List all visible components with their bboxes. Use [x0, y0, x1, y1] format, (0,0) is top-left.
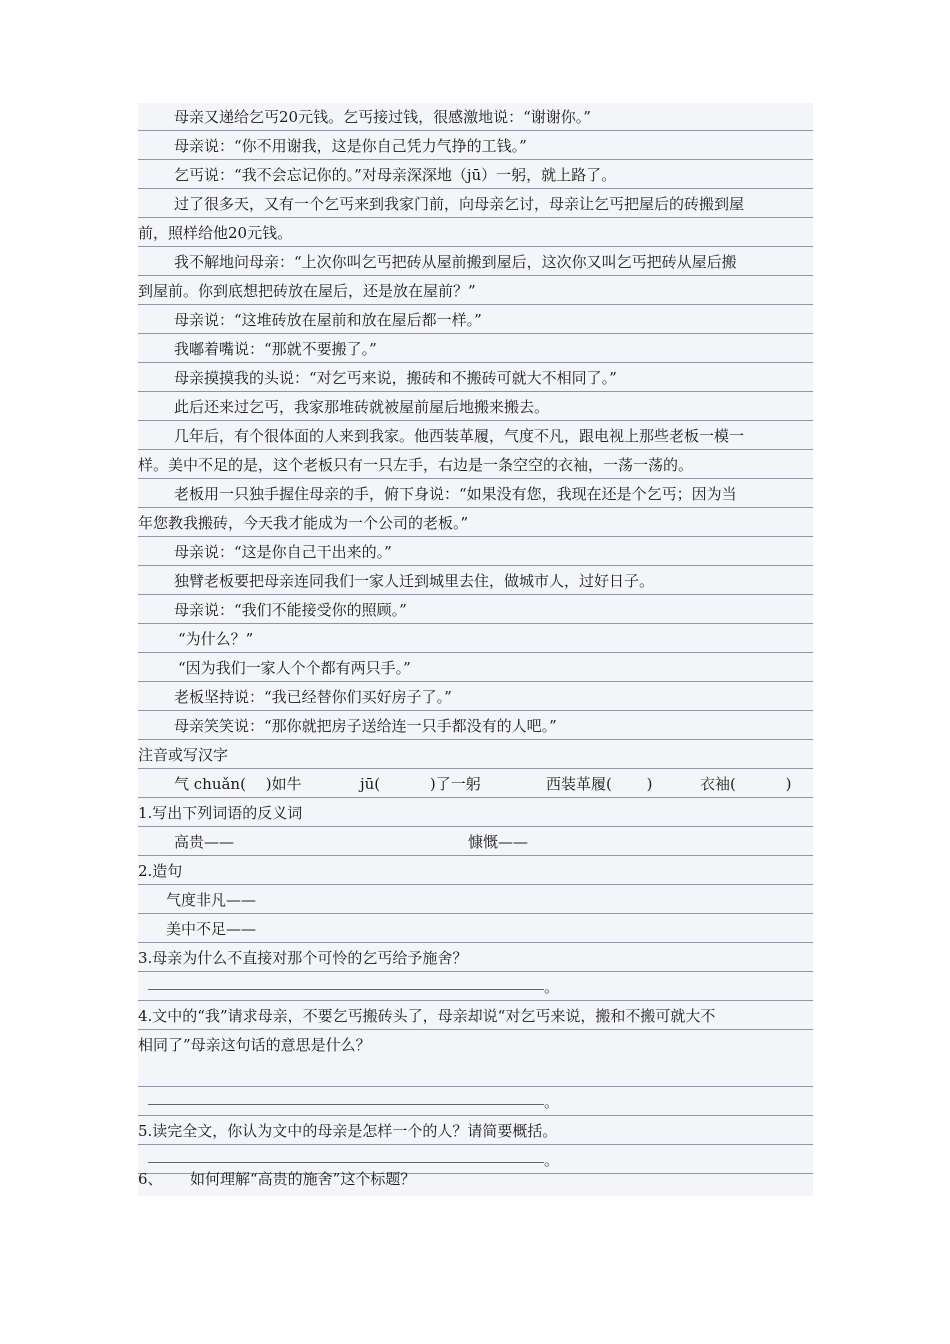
q6-question — [138, 1165, 813, 1193]
passage-line: 老板用一只独手握住母亲的手，俯下身说：“如果没有您，我现在还是个乞丐；因为当 — [138, 480, 813, 508]
worksheet — [138, 103, 813, 1196]
passage-line: 母亲笑笑说：“那你就把房子送给连一只手都没有的人吧。” — [138, 712, 813, 740]
passage-line: 过了很多天，又有一个乞丐来到我家门前，向母亲乞讨，母亲让乞丐把屋后的砖搬到屋 — [138, 190, 813, 218]
passage-line: 此后还来过乞丐，我家那堆砖就被屋前屋后地搬来搬去。 — [138, 393, 813, 421]
passage-line: 母亲说：“这是你自己干出来的。” — [138, 538, 813, 566]
passage-line: “为什么？” — [138, 625, 813, 653]
sentence-item: 气度非凡—— — [138, 886, 813, 914]
pinyin-item: 西装革履( ) — [546, 775, 653, 793]
q1-row — [138, 828, 813, 856]
answer-period: 。 — [544, 1151, 560, 1169]
passage-line: 前，照样给他20元钱。 — [138, 219, 813, 247]
passage-line: 母亲又递给乞丐20元钱。乞丐接过钱，很感激地说：“谢谢你。” — [138, 103, 813, 131]
passage-line: 老板坚持说：“我已经替你们买好房子了。” — [138, 683, 813, 711]
q5-question: 5.读完全文，你认为文中的母亲是怎样一个的人？请简要概括。 — [138, 1117, 813, 1145]
sentence-item: 美中不足—— — [138, 915, 813, 943]
q6-text: 如何理解“高贵的施舍”这个标题？ — [190, 1170, 416, 1188]
passage-line: 样。美中不足的是，这个老板只有一只左手，右边是一条空空的衣袖，一荡一荡的。 — [138, 451, 813, 479]
pinyin-heading: 注音或写汉字 — [138, 741, 813, 769]
passage-line: 到屋前。你到底想把砖放在屋后，还是放在屋前？” — [138, 277, 813, 305]
passage-line: 母亲说：“我们不能接受你的照顾。” — [138, 596, 813, 624]
answer-period: 。 — [544, 978, 560, 996]
antonym-item: 慷慨—— — [468, 833, 529, 851]
pinyin-item: 衣袖( ) — [700, 775, 792, 793]
passage-line: 年您教我搬砖，今天我才能成为一个公司的老板。” — [138, 509, 813, 537]
q2-heading: 2.造句 — [138, 857, 813, 885]
passage-line: 独臂老板要把母亲连同我们一家人迁到城里去住，做城市人，过好日子。 — [138, 567, 813, 595]
q1-heading: 1.写出下列词语的反义词 — [138, 799, 813, 827]
pinyin-item: jū( )了一躬 — [360, 775, 481, 793]
antonym-item: 高贵—— — [174, 833, 235, 851]
passage-line: 几年后，有个很体面的人来到我家。他西装革履，气度不凡，跟电视上那些老板一模一 — [138, 422, 813, 450]
answer-blank — [148, 1104, 544, 1105]
q4-answer-line — [138, 1088, 813, 1116]
pinyin-item: 气 chuǎn( )如牛 — [174, 775, 302, 793]
passage-line: 我不解地问母亲：“上次你叫乞丐把砖从屋前搬到屋后，这次你又叫乞丐把砖从屋后搬 — [138, 248, 813, 276]
answer-blank — [148, 1162, 544, 1163]
passage-line: 我嘟着嘴说：“那就不要搬了。” — [138, 335, 813, 363]
answer-period: 。 — [544, 1093, 560, 1111]
q3-question: 3.母亲为什么不直接对那个可怜的乞丐给予施舍？ — [138, 944, 813, 972]
q4-question: 4.文中的“我”请求母亲，不要乞丐搬砖头了，母亲却说“对乞丐来说，搬和不搬可就大不 — [138, 1002, 813, 1030]
q4-question-cont: 相同了”母亲这句话的意思是什么？ — [138, 1031, 813, 1087]
passage-line: 母亲摸摸我的头说：“对乞丐来说，搬砖和不搬砖可就大不相同了。” — [138, 364, 813, 392]
passage-line: 乞丐说：“我不会忘记你的。”对母亲深深地（jū）一躬，就上路了。 — [138, 161, 813, 189]
passage-line: 母亲说：“你不用谢我，这是你自己凭力气挣的工钱。” — [138, 132, 813, 160]
q6-number: 6、 — [138, 1170, 163, 1188]
passage-line: “因为我们一家人个个都有两只手。” — [138, 654, 813, 682]
q3-answer-line — [138, 973, 813, 1001]
answer-blank — [148, 989, 544, 990]
passage-line: 母亲说：“这堆砖放在屋前和放在屋后都一样。” — [138, 306, 813, 334]
pinyin-row — [138, 770, 813, 798]
